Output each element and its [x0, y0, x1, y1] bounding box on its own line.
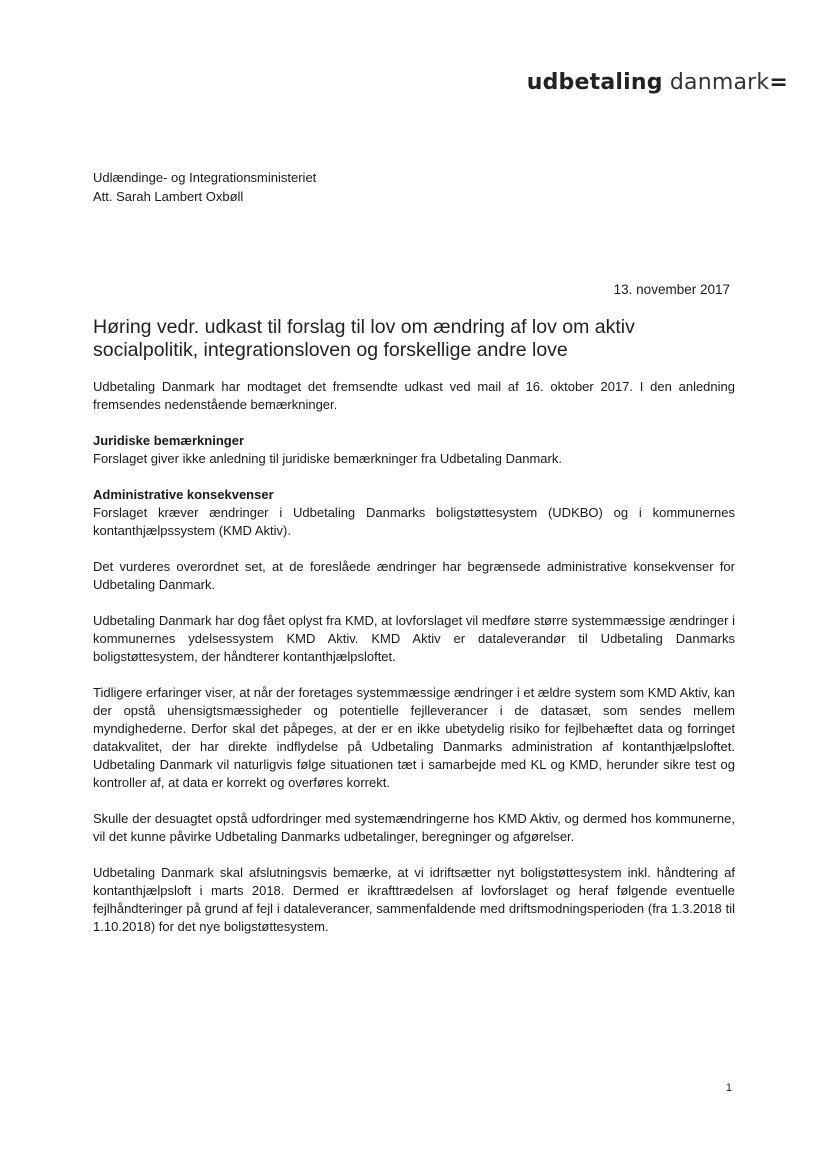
administrative-consequences-section: [93, 486, 735, 540]
legal-remarks-heading: Juridiske bemærkninger: [93, 433, 244, 448]
body-paragraph-5: Udbetaling Danmark skal afslutningsvis bemærke, at vi idriftsætter nyt boligstøttesystem inkl. håndtering af kontanthjælpsloft i marts 2018. Dermed er ikrafttrædelsen af lovforslaget og heraf følgende eventuelle fejlhåndteringer på grund af fejl i dataleverancer, sammenfaldende med driftsmodningsperioden (fra 1.3.2018 til 1.10.2018) for det nye boligstøttesystem.: [93, 865, 735, 934]
body-paragraph-1: Det vurderes overordnet set, at de foreslåede ændringer har begrænsede administrative konsekvenser for Udbetaling Danmark.: [93, 559, 735, 592]
recipient-ministry: Udlændinge- og Integrationsministeriet: [93, 170, 317, 185]
logo-word-udbetaling: udbetaling: [526, 70, 663, 95]
legal-remarks-section: [93, 432, 735, 468]
administrative-consequences-text: Forslaget kræver ændringer i Udbetaling Danmarks boligstøttesystem (UDKBO) og i kommunernes kontanthjælpssystem (KMD Aktiv).: [93, 505, 735, 538]
letter-body: [93, 378, 735, 954]
body-paragraph-4: Skulle der desuagtet opstå udfordringer med systemændringerne hos KMD Aktiv, og dermed hos kommunerne, vil det kunne påvirke Udbetaling Danmarks udbetalinger, beregninger og afgørelser.: [93, 811, 735, 844]
logo-word-danmark: danmark: [669, 70, 770, 95]
letter-title: Høring vedr. udkast til forslag til lov om ændring af lov om aktiv socialpolitik, integrationsloven og forskellige andre love: [93, 316, 635, 361]
body-paragraph-2: Udbetaling Danmark har dog fået oplyst fra KMD, at lovforslaget vil medføre større systemmæssige ændringer i kommunernes ydelsessystem KMD Aktiv. KMD Aktiv er dataleverandør til Udbetaling Danmarks boligstøttesystem, der håndterer kontanthjælpsloftet.: [93, 613, 735, 664]
recipient-address: [93, 168, 316, 206]
body-paragraph-3: Tidligere erfaringer viser, at når der foretages systemmæssige ændringer i et ældre system som KMD Aktiv, kan der opstå uhensigtsmæssigheder og potentielle fejlleverancer i de datasæt, som sendes mellem myndighederne. Derfor skal det påpeges, at der er en ikke ubetydelig risiko for fejlbehæftet data og forringet datakvalitet, der har direkte indflydelse på Udbetaling Danmarks administration af kontanthjælpsloftet. Udbetaling Danmark vil naturligvis følge situationen tæt i samarbejde med KL og KMD, herunder sikre test og kontroller af, at data er korrekt og overføres korrekt.: [93, 685, 735, 790]
intro-paragraph: Udbetaling Danmark har modtaget det fremsendte udkast ved mail af 16. oktober 2017. I den anledning fremsendes nedenstående bemærkninger.: [93, 379, 735, 412]
legal-remarks-text: Forslaget giver ikke anledning til juridiske bemærkninger fra Udbetaling Danmark.: [93, 451, 562, 466]
logo-equals-mark: =: [769, 70, 788, 95]
recipient-attention: Att. Sarah Lambert Oxbøll: [93, 189, 244, 204]
letter-date: 13. november 2017: [613, 282, 730, 297]
page-number: 1: [725, 1082, 732, 1094]
administrative-consequences-heading: Administrative konsekvenser: [93, 487, 274, 502]
udbetaling-danmark-logo: [527, 70, 788, 95]
